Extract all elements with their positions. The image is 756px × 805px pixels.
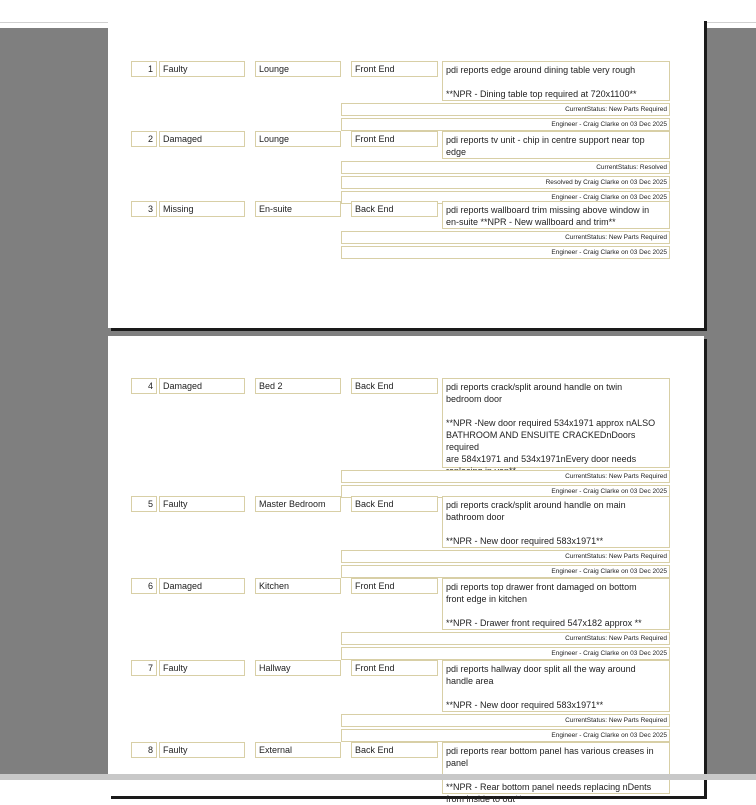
status-line: Engineer - Craig Clarke on 03 Dec 2025 bbox=[341, 118, 670, 131]
defect-type: Damaged bbox=[159, 378, 245, 394]
defect-location: Back End bbox=[351, 201, 438, 217]
defect-description: pdi reports rear bottom panel has various creases in panel **NPR - Rear bottom panel needs replacing nDents from inside to out** bbox=[442, 742, 670, 794]
defect-room: Master Bedroom bbox=[255, 496, 341, 512]
status-line: CurrentStatus: New Parts Required bbox=[341, 103, 670, 116]
defect-room: Lounge bbox=[255, 131, 341, 147]
report-page-1 bbox=[108, 18, 704, 328]
status-line: Engineer - Craig Clarke on 03 Dec 2025 bbox=[341, 565, 670, 578]
defect-number: 6 bbox=[131, 578, 157, 594]
defect-room: Hallway bbox=[255, 660, 341, 676]
status-line: Engineer - Craig Clarke on 03 Dec 2025 bbox=[341, 246, 670, 259]
status-bar bbox=[0, 774, 756, 780]
defect-description: pdi reports crack/split around handle on twin bedroom door **NPR -New door required 534x1971 approx nALSO BATHROOM AND ENSUITE CRACKEDnDoors required are 584x1971 and 534x1971nEvery door needs bbox=[442, 378, 670, 468]
report-viewer[interactable] bbox=[0, 28, 756, 804]
defect-description: pdi reports wallboard trim missing above window in en-suite **NPR - New wallboard and trim** bbox=[442, 201, 670, 229]
defect-type: Damaged bbox=[159, 578, 245, 594]
defect-number: 7 bbox=[131, 660, 157, 676]
defect-location: Front End bbox=[351, 61, 438, 77]
defect-room: En-suite bbox=[255, 201, 341, 217]
status-line: CurrentStatus: Resolved bbox=[341, 161, 670, 174]
defect-type: Missing bbox=[159, 201, 245, 217]
defect-number: 8 bbox=[131, 742, 157, 758]
defect-number: 5 bbox=[131, 496, 157, 512]
defect-room: Bed 2 bbox=[255, 378, 341, 394]
defect-number: 2 bbox=[131, 131, 157, 147]
defect-type: Faulty bbox=[159, 61, 245, 77]
status-line: CurrentStatus: New Parts Required bbox=[341, 550, 670, 563]
status-line: Engineer - Craig Clarke on 03 Dec 2025 bbox=[341, 191, 670, 204]
status-line: Engineer - Craig Clarke on 03 Dec 2025 bbox=[341, 729, 670, 742]
defect-location: Back End bbox=[351, 378, 438, 394]
defect-type: Damaged bbox=[159, 131, 245, 147]
status-line: Resolved by Craig Clarke on 03 Dec 2025 bbox=[341, 176, 670, 189]
defect-description: pdi reports crack/split around handle on main bathroom door **NPR - New door required 583x1971** bbox=[442, 496, 670, 548]
defect-location: Front End bbox=[351, 578, 438, 594]
status-line: CurrentStatus: New Parts Required bbox=[341, 231, 670, 244]
defect-location: Front End bbox=[351, 660, 438, 676]
status-line: Engineer - Craig Clarke on 03 Dec 2025 bbox=[341, 485, 670, 498]
defect-description: pdi reports edge around dining table very rough **NPR - Dining table top required at 720x1100** bbox=[442, 61, 670, 101]
status-line: CurrentStatus: New Parts Required bbox=[341, 470, 670, 483]
defect-location: Back End bbox=[351, 496, 438, 512]
defect-room: Lounge bbox=[255, 61, 341, 77]
defect-type: Faulty bbox=[159, 496, 245, 512]
defect-number: 4 bbox=[131, 378, 157, 394]
defect-description: pdi reports tv unit - chip in centre support near top edge bbox=[442, 131, 670, 159]
defect-location: Front End bbox=[351, 131, 438, 147]
defect-type: Faulty bbox=[159, 742, 245, 758]
status-line: CurrentStatus: New Parts Required bbox=[341, 632, 670, 645]
status-line: Engineer - Craig Clarke on 03 Dec 2025 bbox=[341, 647, 670, 660]
defect-room: Kitchen bbox=[255, 578, 341, 594]
defect-room: External bbox=[255, 742, 341, 758]
defect-number: 3 bbox=[131, 201, 157, 217]
defect-number: 1 bbox=[131, 61, 157, 77]
defect-description: pdi reports hallway door split all the way around handle area **NPR - New door required 583x1971** bbox=[442, 660, 670, 712]
defect-location: Back End bbox=[351, 742, 438, 758]
defect-description: pdi reports top drawer front damaged on bottom front edge in kitchen **NPR - Drawer front required 547x182 approx ** bbox=[442, 578, 670, 630]
report-page-2 bbox=[108, 336, 704, 804]
defect-type: Faulty bbox=[159, 660, 245, 676]
status-line: CurrentStatus: New Parts Required bbox=[341, 714, 670, 727]
